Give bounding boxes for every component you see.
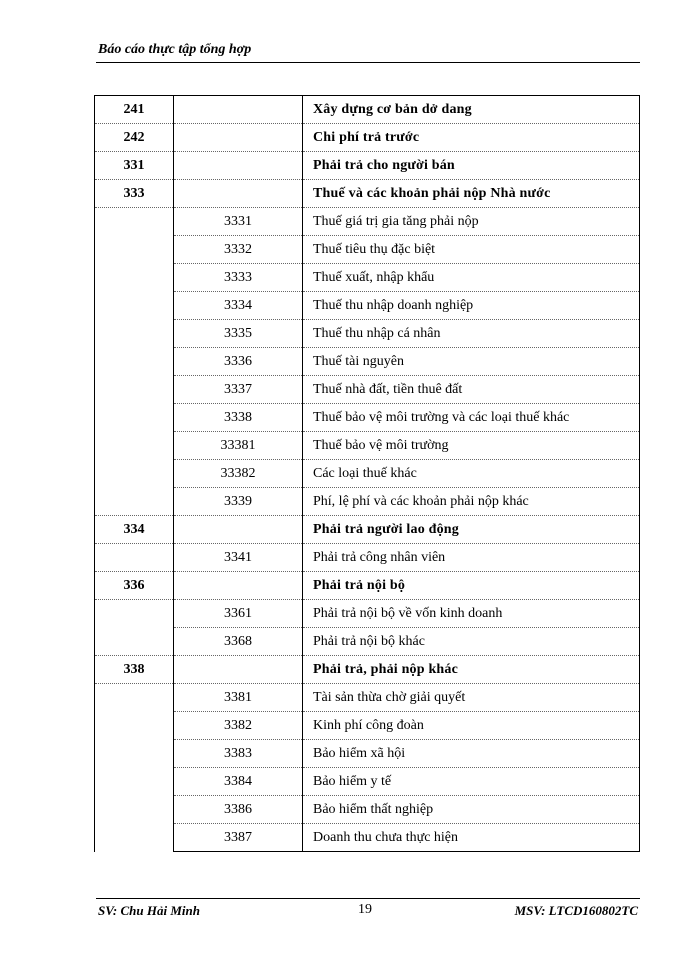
account-level1-code [95,376,174,404]
account-name: Kinh phí công đoàn [303,712,640,740]
account-level1-code [95,796,174,824]
accounts-table [94,95,640,852]
account-level2-code: 3333 [174,264,303,292]
account-name: Thuế thu nhập cá nhân [303,320,640,348]
account-name: Thuế thu nhập doanh nghiệp [303,292,640,320]
account-level2-code: 3368 [174,628,303,656]
account-level1-code [95,208,174,236]
page-header [96,42,640,63]
account-level2-code: 3386 [174,796,303,824]
account-level2-code [174,656,303,684]
table-row [95,796,640,824]
account-name: Bảo hiểm y tế [303,768,640,796]
account-name: Phải trả nội bộ về vốn kinh doanh [303,600,640,628]
account-level1-code [95,824,174,852]
account-name: Phải trả người lao động [303,516,640,544]
account-level1-code: 334 [95,516,174,544]
table-row [95,208,640,236]
account-name: Thuế giá trị gia tăng phải nộp [303,208,640,236]
table-row [95,544,640,572]
account-name: Thuế tài nguyên [303,348,640,376]
account-level2-code: 33382 [174,460,303,488]
account-level2-code [174,180,303,208]
account-level2-code: 3387 [174,824,303,852]
account-level2-code: 3384 [174,768,303,796]
table-row [95,432,640,460]
account-name: Thuế và các khoản phải nộp Nhà nước [303,180,640,208]
account-level1-code [95,292,174,320]
account-level2-code: 3335 [174,320,303,348]
account-name: Thuế nhà đất, tiền thuê đất [303,376,640,404]
account-level1-code [95,740,174,768]
account-name: Thuế xuất, nhập khẩu [303,264,640,292]
account-name: Xây dựng cơ bản dở dang [303,96,640,124]
account-name: Thuế tiêu thụ đặc biệt [303,236,640,264]
account-level1-code: 242 [95,124,174,152]
account-level2-code: 3341 [174,544,303,572]
account-name: Bảo hiểm thất nghiệp [303,796,640,824]
account-level2-code: 3336 [174,348,303,376]
table-row [95,628,640,656]
account-name: Phải trả nội bộ khác [303,628,640,656]
account-name: Phải trả, phải nộp khác [303,656,640,684]
account-level1-code [95,264,174,292]
account-level1-code [95,404,174,432]
account-level2-code: 3383 [174,740,303,768]
report-title: Báo cáo thực tập tổng hợp [98,42,252,57]
student-id: MSV: LTCD160802TC [514,903,638,918]
account-level1-code: 241 [95,96,174,124]
account-level2-code [174,96,303,124]
page-number: 19 [358,902,372,917]
table-row [95,180,640,208]
account-name: Phải trả công nhân viên [303,544,640,572]
account-level2-code: 3332 [174,236,303,264]
account-level2-code: 3361 [174,600,303,628]
account-level2-code [174,572,303,600]
account-level1-code [95,348,174,376]
account-level1-code [95,432,174,460]
page-footer [96,898,640,923]
account-level2-code: 3339 [174,488,303,516]
account-level1-code [95,628,174,656]
table-row [95,292,640,320]
account-level1-code [95,488,174,516]
table-row [95,712,640,740]
account-level1-code: 331 [95,152,174,180]
account-name: Thuế bảo vệ môi trường và các loại thuế khác [303,404,640,432]
table-row [95,572,640,600]
accounts-table-body [95,96,640,852]
account-level1-code: 338 [95,656,174,684]
account-level2-code: 3381 [174,684,303,712]
account-level2-code: 3382 [174,712,303,740]
account-level2-code: 3338 [174,404,303,432]
account-level2-code: 33381 [174,432,303,460]
table-row [95,488,640,516]
table-row [95,824,640,852]
account-name: Thuế bảo vệ môi trường [303,432,640,460]
table-row [95,376,640,404]
account-name: Phải trả cho người bán [303,152,640,180]
table-row [95,656,640,684]
account-name: Chi phí trả trước [303,124,640,152]
account-level1-code [95,684,174,712]
table-row [95,264,640,292]
table-row [95,348,640,376]
account-level1-code [95,712,174,740]
account-level1-code [95,768,174,796]
account-name: Bảo hiểm xã hội [303,740,640,768]
account-level1-code [95,320,174,348]
account-level1-code [95,236,174,264]
account-level2-code: 3334 [174,292,303,320]
table-row [95,152,640,180]
table-row [95,236,640,264]
account-level2-code [174,152,303,180]
account-level1-code [95,544,174,572]
account-level1-code [95,460,174,488]
account-level1-code [95,600,174,628]
account-level1-code: 333 [95,180,174,208]
table-row [95,600,640,628]
account-level2-code [174,124,303,152]
account-level1-code: 336 [95,572,174,600]
account-level2-code: 3337 [174,376,303,404]
table-row [95,460,640,488]
table-row [95,516,640,544]
student-name: SV: Chu Hải Minh [98,903,201,918]
table-row [95,96,640,124]
table-row [95,768,640,796]
table-row [95,684,640,712]
table-row [95,404,640,432]
account-level2-code: 3331 [174,208,303,236]
table-row [95,740,640,768]
account-name: Phải trả nội bộ [303,572,640,600]
table-row [95,320,640,348]
account-name: Các loại thuế khác [303,460,640,488]
account-name: Phí, lệ phí và các khoản phải nộp khác [303,488,640,516]
account-name: Tài sản thừa chờ giải quyết [303,684,640,712]
table-row [95,124,640,152]
account-level2-code [174,516,303,544]
account-name: Doanh thu chưa thực hiện [303,824,640,852]
